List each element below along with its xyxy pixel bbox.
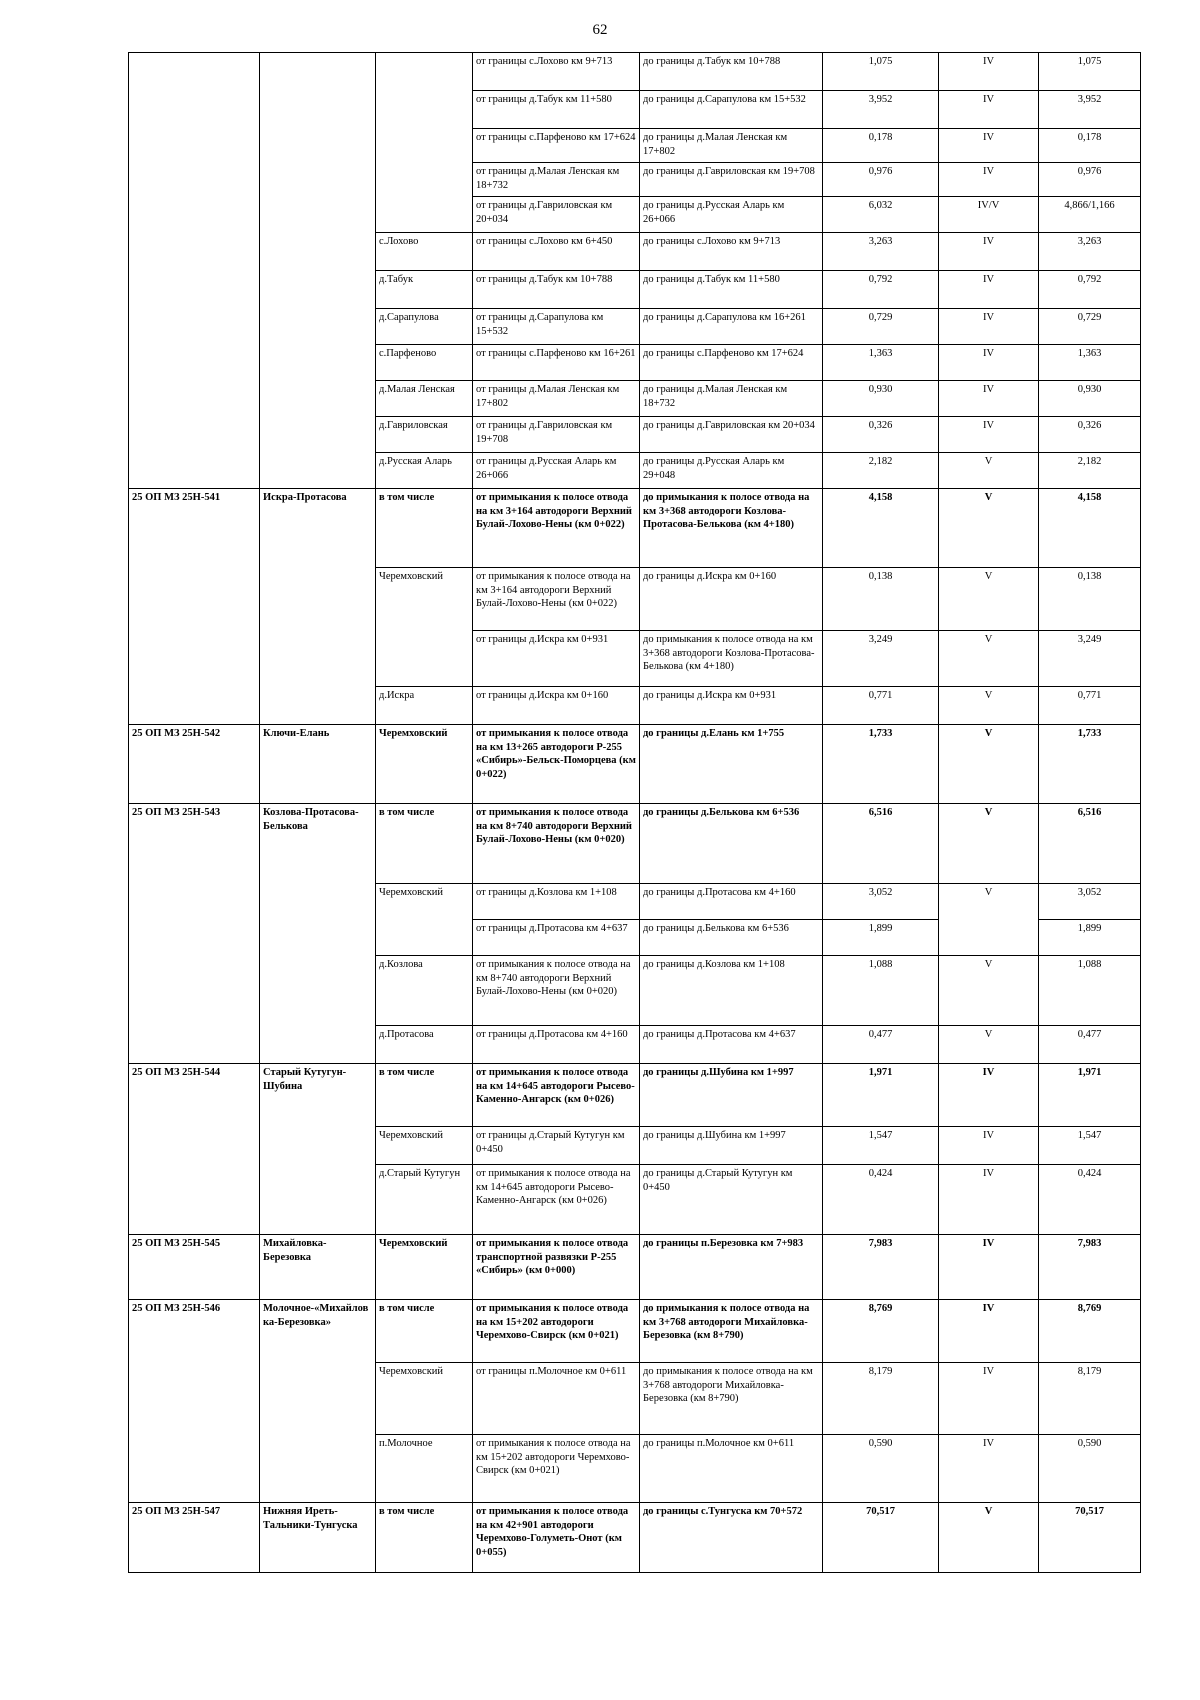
from-cell: от примыкания к полосе отвода на км 13+265 автодороги Р-255 «Сибирь»-Бельск-Поморцева (км 0+022) — [473, 725, 640, 804]
length-by-category-cell: 8,769 — [1039, 1300, 1141, 1363]
category-cell: V — [939, 568, 1039, 631]
table-row — [129, 1064, 1141, 1127]
length-by-category-cell: 1,733 — [1039, 725, 1141, 804]
category-cell: V — [939, 804, 1039, 884]
area-cell: в том числе — [376, 804, 473, 884]
area-cell: д.Искра — [376, 687, 473, 725]
to-cell: до границы д.Козлова км 1+108 — [640, 956, 823, 1026]
from-cell: от примыкания к полосе отвода на км 15+202 автодороги Черемхово-Свирск (км 0+021) — [473, 1435, 640, 1503]
table-row — [129, 725, 1141, 804]
area-cell: д.Сарапулова — [376, 309, 473, 345]
category-cell: V — [939, 1503, 1039, 1573]
category-cell: IV — [939, 233, 1039, 271]
length-by-category-cell: 1,899 — [1039, 920, 1141, 956]
category-cell: IV — [939, 309, 1039, 345]
length-cell: 6,516 — [823, 804, 939, 884]
area-cell: Черемховский — [376, 568, 473, 687]
from-cell: от границы д.Малая Ленская км 17+802 — [473, 381, 640, 417]
from-cell: от границы с.Лохово км 9+713 — [473, 53, 640, 91]
category-cell: V — [939, 631, 1039, 687]
from-cell: от границы с.Лохово км 6+450 — [473, 233, 640, 271]
length-by-category-cell: 0,138 — [1039, 568, 1141, 631]
length-by-category-cell: 0,424 — [1039, 1165, 1141, 1235]
category-cell: IV/V — [939, 197, 1039, 233]
category-cell: V — [939, 453, 1039, 489]
length-cell: 0,930 — [823, 381, 939, 417]
road-id: 25 ОП МЗ 25Н-542 — [129, 725, 260, 804]
area-cell: д.Старый Кутугун — [376, 1165, 473, 1235]
length-cell: 0,477 — [823, 1026, 939, 1064]
to-cell: до границы с.Парфеново км 17+624 — [640, 345, 823, 381]
to-cell: до границы д.Шубина км 1+997 — [640, 1127, 823, 1165]
length-cell: 3,952 — [823, 91, 939, 129]
table-row — [129, 1503, 1141, 1573]
length-by-category-cell: 0,930 — [1039, 381, 1141, 417]
to-cell: до границы д.Искра км 0+160 — [640, 568, 823, 631]
to-cell: до границы с.Тунгуска км 70+572 — [640, 1503, 823, 1573]
from-cell: от границы д.Искра км 0+931 — [473, 631, 640, 687]
length-cell: 8,179 — [823, 1363, 939, 1435]
length-by-category-cell: 0,771 — [1039, 687, 1141, 725]
to-cell: до границы п.Березовка км 7+983 — [640, 1235, 823, 1300]
from-cell: от примыкания к полосе отвода транспортной развязки Р-255 «Сибирь» (км 0+000) — [473, 1235, 640, 1300]
to-cell: до границы д.Русская Аларь км 29+048 — [640, 453, 823, 489]
road-id: 25 ОП МЗ 25Н-546 — [129, 1300, 260, 1503]
length-by-category-cell: 3,263 — [1039, 233, 1141, 271]
length-cell: 1,363 — [823, 345, 939, 381]
to-cell: до границы д.Белькова км 6+536 — [640, 920, 823, 956]
length-cell: 1,088 — [823, 956, 939, 1026]
length-cell: 0,771 — [823, 687, 939, 725]
road-name: Михайловка-Березовка — [260, 1235, 376, 1300]
road-name: Искра-Протасова — [260, 489, 376, 725]
area-cell: Черемховский — [376, 725, 473, 804]
to-cell: до границы д.Протасова км 4+160 — [640, 884, 823, 920]
from-cell: от границы п.Молочное км 0+611 — [473, 1363, 640, 1435]
length-cell: 1,733 — [823, 725, 939, 804]
length-cell: 3,249 — [823, 631, 939, 687]
road-name: Старый Кутугун-Шубина — [260, 1064, 376, 1235]
from-cell: от границы д.Табук км 11+580 — [473, 91, 640, 129]
from-cell: от примыкания к полосе отвода на км 14+645 автодороги Рысево-Каменно-Ангарск (км 0+026) — [473, 1165, 640, 1235]
to-cell: до границы с.Лохово км 9+713 — [640, 233, 823, 271]
road-id: 25 ОП МЗ 25Н-543 — [129, 804, 260, 1064]
length-cell: 7,983 — [823, 1235, 939, 1300]
from-cell: от границы д.Протасова км 4+637 — [473, 920, 640, 956]
to-cell: до границы д.Протасова км 4+637 — [640, 1026, 823, 1064]
to-cell: до примыкания к полосе отвода на км 3+368 автодороги Козлова-Протасова-Белькова (км 4+180) — [640, 631, 823, 687]
length-by-category-cell: 2,182 — [1039, 453, 1141, 489]
to-cell: до границы д.Гавриловская км 19+708 — [640, 163, 823, 197]
category-cell: IV — [939, 271, 1039, 309]
category-cell: IV — [939, 1300, 1039, 1363]
length-cell: 0,729 — [823, 309, 939, 345]
area-cell: д.Малая Ленская — [376, 381, 473, 417]
length-by-category-cell: 3,052 — [1039, 884, 1141, 920]
area-cell — [376, 53, 473, 233]
length-by-category-cell: 0,792 — [1039, 271, 1141, 309]
category-cell: IV — [939, 1064, 1039, 1127]
to-cell: до границы д.Елань км 1+755 — [640, 725, 823, 804]
length-cell: 1,547 — [823, 1127, 939, 1165]
area-cell: д.Русская Аларь — [376, 453, 473, 489]
category-cell: V — [939, 956, 1039, 1026]
category-cell: IV — [939, 345, 1039, 381]
area-cell: д.Табук — [376, 271, 473, 309]
table-row — [129, 53, 1141, 91]
area-cell: д.Гавриловская — [376, 417, 473, 453]
from-cell: от границы д.Протасова км 4+160 — [473, 1026, 640, 1064]
category-cell: IV — [939, 129, 1039, 163]
to-cell: до примыкания к полосе отвода на км 3+768 автодороги Михайловка-Березовка (км 8+790) — [640, 1300, 823, 1363]
road-id — [129, 53, 260, 489]
length-by-category-cell: 70,517 — [1039, 1503, 1141, 1573]
length-by-category-cell: 4,158 — [1039, 489, 1141, 568]
area-cell: Черемховский — [376, 1363, 473, 1435]
from-cell: от границы д.Малая Ленская км 18+732 — [473, 163, 640, 197]
table-row — [129, 1300, 1141, 1363]
length-by-category-cell: 3,249 — [1039, 631, 1141, 687]
to-cell: до границы д.Белькова км 6+536 — [640, 804, 823, 884]
from-cell: от примыкания к полосе отвода на км 15+202 автодороги Черемхово-Свирск (км 0+021) — [473, 1300, 640, 1363]
length-cell: 1,971 — [823, 1064, 939, 1127]
category-cell: IV — [939, 1435, 1039, 1503]
length-by-category-cell: 0,976 — [1039, 163, 1141, 197]
area-cell: в том числе — [376, 1064, 473, 1127]
from-cell: от границы с.Парфеново км 17+624 — [473, 129, 640, 163]
length-by-category-cell: 1,088 — [1039, 956, 1141, 1026]
category-cell: V — [939, 725, 1039, 804]
length-cell: 8,769 — [823, 1300, 939, 1363]
to-cell: до границы д.Табук км 10+788 — [640, 53, 823, 91]
area-cell: д.Протасова — [376, 1026, 473, 1064]
to-cell: до границы д.Русская Аларь км 26+066 — [640, 197, 823, 233]
from-cell: от границы с.Парфеново км 16+261 — [473, 345, 640, 381]
from-cell: от примыкания к полосе отвода на км 42+901 автодороги Черемхово-Голуметь-Онот (км 0+055) — [473, 1503, 640, 1573]
length-by-category-cell: 7,983 — [1039, 1235, 1141, 1300]
to-cell: до границы д.Табук км 11+580 — [640, 271, 823, 309]
to-cell: до границы д.Малая Ленская км 17+802 — [640, 129, 823, 163]
length-cell: 4,158 — [823, 489, 939, 568]
category-cell: IV — [939, 417, 1039, 453]
area-cell: с.Лохово — [376, 233, 473, 271]
length-cell: 0,326 — [823, 417, 939, 453]
length-cell: 0,590 — [823, 1435, 939, 1503]
category-cell: V — [939, 489, 1039, 568]
to-cell: до границы д.Малая Ленская км 18+732 — [640, 381, 823, 417]
from-cell: от границы д.Гавриловская км 20+034 — [473, 197, 640, 233]
table-row — [129, 1235, 1141, 1300]
category-cell: IV — [939, 381, 1039, 417]
area-cell: д.Козлова — [376, 956, 473, 1026]
length-by-category-cell: 1,971 — [1039, 1064, 1141, 1127]
length-by-category-cell: 0,178 — [1039, 129, 1141, 163]
road-name: Козлова-Протасова-Белькова — [260, 804, 376, 1064]
from-cell: от границы д.Гавриловская км 19+708 — [473, 417, 640, 453]
area-cell: с.Парфеново — [376, 345, 473, 381]
length-by-category-cell: 8,179 — [1039, 1363, 1141, 1435]
to-cell: до примыкания к полосе отвода на км 3+768 автодороги Михайловка-Березовка (км 8+790) — [640, 1363, 823, 1435]
to-cell: до примыкания к полосе отвода на км 3+368 автодороги Козлова-Протасова-Белькова (км 4+180) — [640, 489, 823, 568]
from-cell: от примыкания к полосе отвода на км 8+740 автодороги Верхний Булай-Лохово-Нены (км 0+020) — [473, 956, 640, 1026]
roads-table — [128, 52, 1141, 1573]
length-by-category-cell: 0,326 — [1039, 417, 1141, 453]
length-by-category-cell: 1,363 — [1039, 345, 1141, 381]
area-cell: п.Молочное — [376, 1435, 473, 1503]
area-cell: Черемховский — [376, 1127, 473, 1165]
road-id: 25 ОП МЗ 25Н-545 — [129, 1235, 260, 1300]
category-cell: V — [939, 687, 1039, 725]
road-name: Ключи-Елань — [260, 725, 376, 804]
length-by-category-cell: 4,866/1,166 — [1039, 197, 1141, 233]
to-cell: до границы д.Шубина км 1+997 — [640, 1064, 823, 1127]
category-cell: IV — [939, 1165, 1039, 1235]
to-cell: до границы д.Искра км 0+931 — [640, 687, 823, 725]
road-id: 25 ОП МЗ 25Н-544 — [129, 1064, 260, 1235]
length-cell: 0,424 — [823, 1165, 939, 1235]
length-cell: 0,792 — [823, 271, 939, 309]
road-name — [260, 53, 376, 489]
length-cell: 3,052 — [823, 884, 939, 920]
length-by-category-cell: 0,477 — [1039, 1026, 1141, 1064]
from-cell: от примыкания к полосе отвода на км 3+164 автодороги Верхний Булай-Лохово-Нены (км 0+022) — [473, 489, 640, 568]
area-cell: Черемховский — [376, 884, 473, 956]
category-cell: IV — [939, 1127, 1039, 1165]
category-cell: IV — [939, 53, 1039, 91]
to-cell: до границы д.Сарапулова км 16+261 — [640, 309, 823, 345]
from-cell: от границы д.Искра км 0+160 — [473, 687, 640, 725]
category-cell: IV — [939, 91, 1039, 129]
road-name: Молочное-«Михайловка-Березовка» — [260, 1300, 376, 1503]
from-cell: от границы д.Табук км 10+788 — [473, 271, 640, 309]
road-id: 25 ОП МЗ 25Н-541 — [129, 489, 260, 725]
area-cell: в том числе — [376, 489, 473, 568]
category-cell: IV — [939, 1363, 1039, 1435]
category-cell: IV — [939, 1235, 1039, 1300]
table-row — [129, 489, 1141, 568]
length-by-category-cell: 3,952 — [1039, 91, 1141, 129]
length-cell: 0,178 — [823, 129, 939, 163]
road-name: Нижняя Иреть-Тальники-Тунгуска — [260, 1503, 376, 1573]
category-cell: V — [939, 1026, 1039, 1064]
from-cell: от границы д.Козлова км 1+108 — [473, 884, 640, 920]
from-cell: от границы д.Сарапулова км 15+532 — [473, 309, 640, 345]
length-cell: 70,517 — [823, 1503, 939, 1573]
from-cell: от границы д.Старый Кутугун км 0+450 — [473, 1127, 640, 1165]
category-cell: IV — [939, 163, 1039, 197]
length-by-category-cell: 6,516 — [1039, 804, 1141, 884]
to-cell: до границы д.Сарапулова км 15+532 — [640, 91, 823, 129]
length-by-category-cell: 1,547 — [1039, 1127, 1141, 1165]
length-cell: 0,138 — [823, 568, 939, 631]
road-id: 25 ОП МЗ 25Н-547 — [129, 1503, 260, 1573]
length-by-category-cell: 0,590 — [1039, 1435, 1141, 1503]
to-cell: до границы п.Молочное км 0+611 — [640, 1435, 823, 1503]
from-cell: от границы д.Русская Аларь км 26+066 — [473, 453, 640, 489]
from-cell: от примыкания к полосе отвода на км 14+645 автодороги Рысево-Каменно-Ангарск (км 0+026) — [473, 1064, 640, 1127]
length-by-category-cell: 1,075 — [1039, 53, 1141, 91]
length-cell: 0,976 — [823, 163, 939, 197]
area-cell: Черемховский — [376, 1235, 473, 1300]
to-cell: до границы д.Гавриловская км 20+034 — [640, 417, 823, 453]
length-cell: 1,075 — [823, 53, 939, 91]
from-cell: от примыкания к полосе отвода на км 3+164 автодороги Верхний Булай-Лохово-Нены (км 0+022) — [473, 568, 640, 631]
area-cell: в том числе — [376, 1300, 473, 1363]
length-cell: 3,263 — [823, 233, 939, 271]
page-number: 62 — [592, 22, 608, 38]
table-row — [129, 804, 1141, 884]
from-cell: от примыкания к полосе отвода на км 8+740 автодороги Верхний Булай-Лохово-Нены (км 0+020) — [473, 804, 640, 884]
length-by-category-cell: 0,729 — [1039, 309, 1141, 345]
length-cell: 2,182 — [823, 453, 939, 489]
length-cell: 6,032 — [823, 197, 939, 233]
area-cell: в том числе — [376, 1503, 473, 1573]
length-cell: 1,899 — [823, 920, 939, 956]
category-cell: V — [939, 884, 1039, 956]
to-cell: до границы д.Старый Кутугун км 0+450 — [640, 1165, 823, 1235]
